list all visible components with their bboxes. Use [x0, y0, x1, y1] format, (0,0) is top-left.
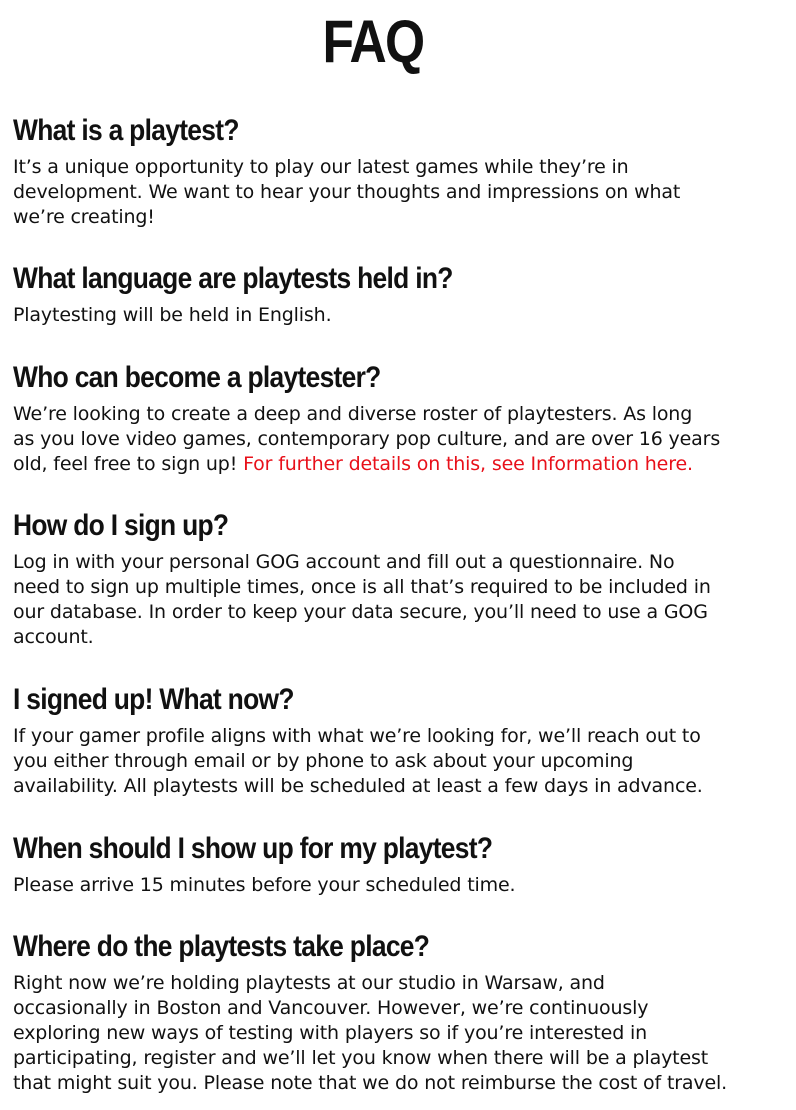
faq-answer [13, 402, 753, 477]
page-title: FAQ [322, 8, 424, 75]
faq-answer [13, 303, 753, 328]
answer-line: Playtesting will be held in English. [13, 304, 332, 326]
answer-line: Log in with your personal GOG account and fill out a questionnaire. No [13, 551, 675, 573]
faq-answer [13, 873, 753, 898]
faq-item-where [13, 929, 753, 1096]
answer-line: we’re creating! [13, 206, 155, 228]
faq-answer [13, 971, 753, 1096]
faq-question: How do I sign up? [13, 509, 229, 542]
answer-line: exploring new ways of testing with players so if you’re interested in [13, 1022, 648, 1044]
faq-answer [13, 155, 753, 230]
faq-item-language [13, 261, 753, 328]
answer-line: occasionally in Boston and Vancouver. However, we’re continuously [13, 997, 649, 1019]
faq-question: What is a playtest? [13, 114, 239, 147]
faq-question: Where do the playtests take place? [13, 930, 430, 963]
answer-line: our database. In order to keep your data secure, you’ll need to use a GOG [13, 601, 708, 623]
information-link[interactable]: For further details on this, see Information here. [243, 453, 693, 475]
answer-line: availability. All playtests will be scheduled at least a few days in advance. [13, 775, 703, 797]
answer-line: Please arrive 15 minutes before your scheduled time. [13, 874, 516, 896]
answer-line: need to sign up multiple times, once is all that’s required to be included in [13, 576, 711, 598]
answer-line: development. We want to hear your thoughts and impressions on what [13, 181, 681, 203]
faq-question: Who can become a playtester? [13, 361, 381, 394]
answer-line: participating, register and we’ll let you know when there will be a playtest [13, 1047, 709, 1069]
answer-text: old, feel free to sign up! [13, 453, 244, 475]
answer-line: It’s a unique opportunity to play our latest games while they’re in [13, 156, 629, 178]
faq-item-what-is-playtest [13, 113, 753, 230]
answer-line: as you love video games, contemporary pop culture, and are over 16 years [13, 428, 721, 450]
faq-item-when-show-up [13, 831, 753, 898]
faq-item-sign-up [13, 508, 753, 650]
answer-line: you either through email or by phone to ask about your upcoming [13, 750, 634, 772]
faq-item-signed-up [13, 682, 753, 799]
answer-line: If your gamer profile aligns with what we’re looking for, we’ll reach out to [13, 725, 701, 747]
faq-question: What language are playtests held in? [13, 262, 453, 295]
answer-line-with-link [13, 452, 753, 477]
faq-question: When should I show up for my playtest? [13, 832, 493, 865]
answer-line: Right now we’re holding playtests at our studio in Warsaw, and [13, 972, 605, 994]
faq-answer [13, 550, 753, 650]
faq-item-who-can-become [13, 360, 753, 477]
faq-answer [13, 724, 753, 799]
answer-line: account. [13, 626, 94, 648]
answer-line: We’re looking to create a deep and diverse roster of playtesters. As long [13, 403, 693, 425]
faq-question: I signed up! What now? [13, 683, 294, 716]
answer-line: that might suit you. Please note that we do not reimburse the cost of travel. [13, 1072, 728, 1094]
